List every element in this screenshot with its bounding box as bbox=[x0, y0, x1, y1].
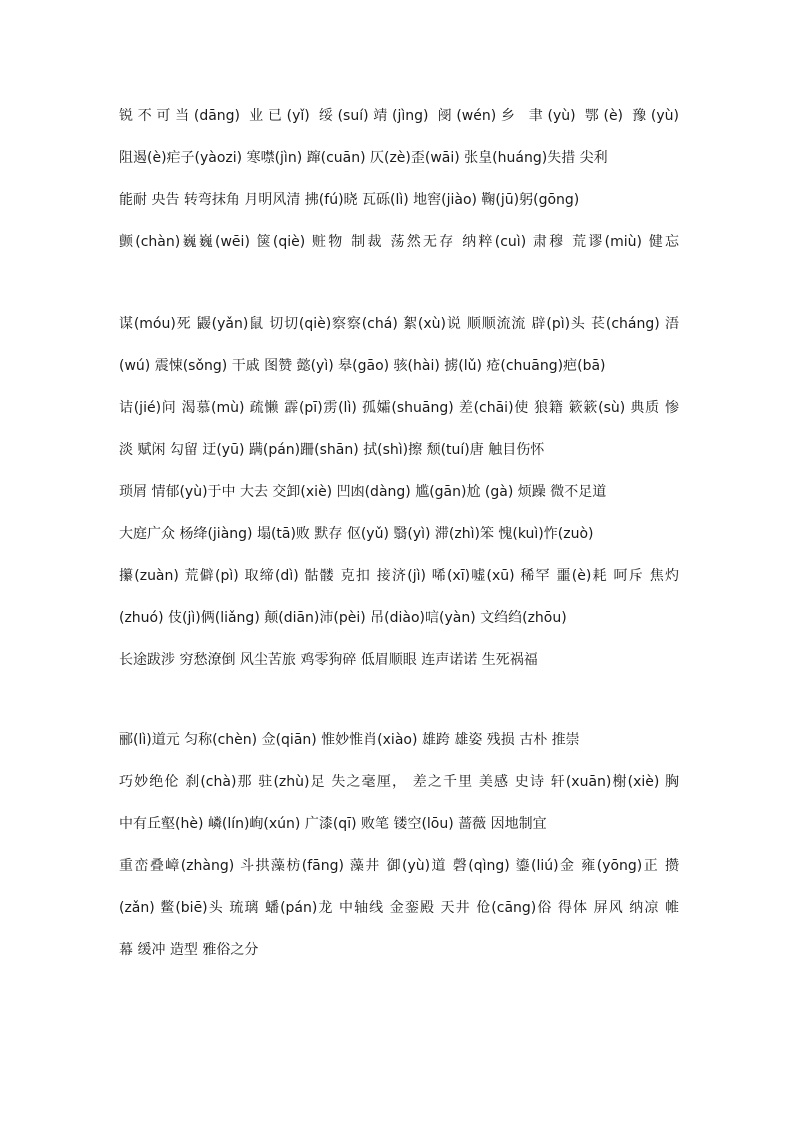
vocab-line: (zhuó) 伎(jì)俩(liǎng) 颠(diān)沛(pèi) 吊(diào)唁(yàn) 文绉绉(zhōu) bbox=[119, 610, 567, 626]
vocab-line: 淡 赋闲 勾留 迂(yū) 蹒(pán)跚(shān) 拭(shì)擦 颓(tuí)唐 触目伤怀 bbox=[119, 442, 545, 458]
vocab-line: 锐不可当(dāng) 业已(yǐ) 绥(suí)靖(jìng) 阌(wén)乡 聿(yù) 鄂(è) 豫(yù) bbox=[119, 108, 679, 124]
vocab-line: 颤(chàn)巍巍(wēi) 箧(qiè) 赃物 制裁 荡然无存 纳粹(cuì) 肃穆 荒谬(miù) 健忘 bbox=[119, 234, 679, 250]
vocab-line: 琐屑 情郁(yù)于中 大去 交卸(xiè) 凹凼(dàng) 尴(gān)尬 (gà) 烦躁 微不足道 bbox=[119, 484, 607, 500]
vocab-section-2 bbox=[119, 315, 679, 693]
vocab-line: 谋(móu)死 鼹(yǎn)鼠 切切(qiè)察察(chá) 絮(xù)说 顺顺流流 辟(pì)头 苌(cháng) 浯 bbox=[119, 316, 679, 332]
vocab-line: 长途跋涉 穷愁潦倒 风尘苦旅 鸡零狗碎 低眉顺眼 连声诺诺 生死祸福 bbox=[119, 652, 538, 668]
vocab-line: 中有丘壑(hè) 嶙(lín)峋(xún) 广漆(qī) 败笔 镂空(lōu) 蔷薇 因地制宜 bbox=[119, 816, 547, 832]
vocab-line: 幕 缓冲 造型 雅俗之分 bbox=[119, 942, 259, 958]
vocab-line: 诘(jié)问 渴慕(mù) 疏懒 霹(pī)雳(lì) 孤孀(shuāng) 差(chāi)使 狼籍 簌簌(sù) 典质 惨 bbox=[119, 400, 679, 416]
vocab-line: (wú) 震悚(sǒng) 干戚 图赞 懿(yì) 皋(gāo) 骇(hài) 掳(lǔ) 疮(chuāng)疤(bā) bbox=[119, 358, 606, 374]
vocab-section-1 bbox=[119, 107, 679, 275]
vocab-line: 大庭广众 杨绛(jiàng) 塌(tā)败 默存 伛(yǔ) 翳(yì) 滞(zhì)笨 愧(kuì)怍(zuò) bbox=[119, 526, 594, 542]
vocab-section-3 bbox=[119, 731, 679, 983]
vocab-line: 巧妙绝伦 刹(chà)那 驻(zhù)足 失之毫厘， 差之千里 美感 史诗 轩(xuān)榭(xiè) 胸 bbox=[119, 774, 679, 790]
vocab-line: 能耐 央告 转弯抹角 月明风清 拂(fú)晓 瓦砾(lì) 地窖(jiào) 鞠(jū)躬(gōng) bbox=[119, 192, 580, 208]
vocab-line: 郦(lì)道元 匀称(chèn) 佥(qiān) 惟妙惟肖(xiào) 雄跨 雄姿 残损 古朴 推崇 bbox=[119, 732, 580, 748]
vocab-line: 重峦叠嶂(zhàng) 斗拱藻枋(fāng) 藻井 御(yù)道 磬(qìng) 鎏(liú)金 雍(yōng)正 攒 bbox=[119, 858, 679, 874]
vocab-line: 攥(zuàn) 荒僻(pì) 取缔(dì) 骷髅 克扣 接济(jì) 唏(xī)嘘(xū) 稀罕 噩(è)耗 呵斥 焦灼 bbox=[119, 568, 679, 584]
vocab-line: (zǎn) 鳖(biē)头 琉璃 蟠(pán)龙 中轴线 金銮殿 天井 伧(cāng)俗 得体 屏风 纳凉 帷 bbox=[119, 900, 679, 916]
vocab-line: 阻遏(è)疟子(yàozi) 寒噤(jìn) 蹿(cuān) 仄(zè)歪(wāi) 张皇(huáng)失措 尖利 bbox=[119, 150, 608, 166]
